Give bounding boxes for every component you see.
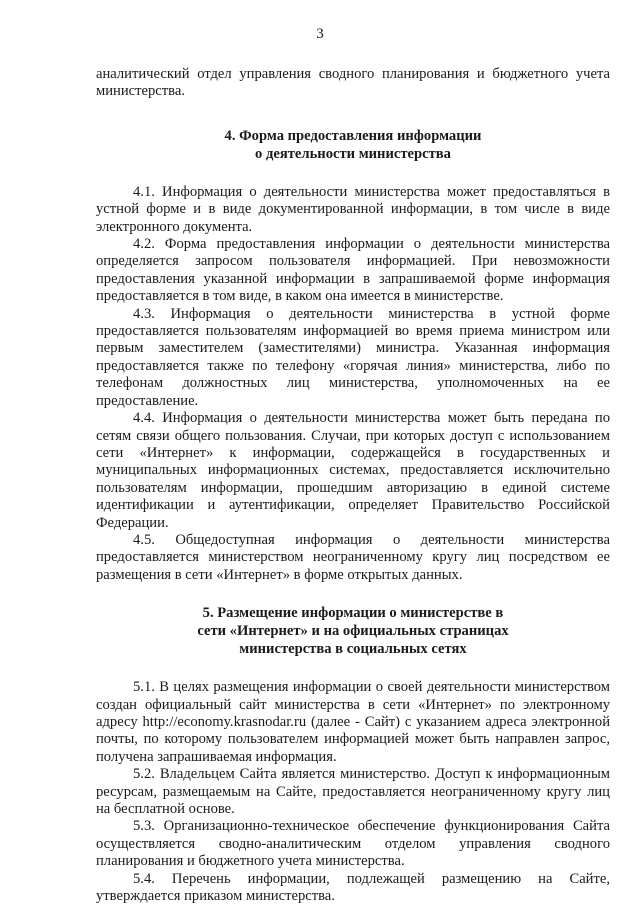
section-5-title-line-3: министерства в социальных сетях (239, 641, 467, 658)
paragraph-5-1: 5.1. В целях размещения информации о своей деятельности министерством создан официальный сайт министерства в сети «Интернет» по электронному адресу http://economy.krasnodar.ru (далее - Сайт) с указанием адреса электронной почты, по которому пользователем информацией может быть направлен запрос, получена запрашиваемая информация. (96, 679, 610, 765)
section-5-title-line-2: сети «Интернет» и на официальных страницах (197, 623, 509, 640)
paragraph-4-1: 4.1. Информация о деятельности министерства может предоставляться в устной форме и в виде документированной информации, в том числе в виде электронного документа. (96, 183, 610, 235)
paragraph-4-4: 4.4. Информация о деятельности министерства может быть передана по сетям связи общего пользования. Случаи, при которых доступ с использованием сети «Интернет» к информации, содержащейся в государственных и муниципальных информационных системах, предоставляется исключительно пользователям информации, прошедшим авторизацию в единой системе идентификации и аутентификации, определяет Правительство Российской Федерации. (96, 410, 610, 531)
page-number: 3 (316, 26, 324, 42)
section-5-title-line-1: 5. Размещение информации о министерстве в (202, 605, 504, 622)
paragraph-4-5: 4.5. Общедоступная информация о деятельности министерства предоставляется министерством неограниченному кругу лиц посредством ее размещения в сети «Интернет» в форме открытых данных. (96, 531, 610, 583)
paragraph-4-3: 4.3. Информация о деятельности министерства в устной форме предоставляется пользователям информацией во время приема министром или первым заместителем (заместителями) министра. Указанная информация предоставляется также по телефону «горячая линия» министерства, либо по телефонам должностных лиц министерства, уполномоченных на ее предоставление. (96, 305, 610, 409)
section-4-heading (96, 127, 610, 163)
paragraph-5-4: 5.4. Перечень информации, подлежащей размещению на Сайте, утверждается приказом министерства. (96, 870, 610, 905)
section-4-title-line-2: о деятельности министерства (255, 145, 451, 162)
paragraph-5-3: 5.3. Организационно-техническое обеспечение функционирования Сайта осуществляется сводно-аналитическим отделом управления сводного планирования и бюджетного учета министерства. (96, 818, 610, 870)
intro-paragraph: аналитический отдел управления сводного планирования и бюджетного учета министерства. (96, 66, 610, 100)
section-5-heading (96, 604, 610, 658)
paragraph-4-2: 4.2. Форма предоставления информации о деятельности министерства определяется запросом пользователя информацией. При невозможности предоставления указанной информации в запрашиваемой форме информация предоставляется в том виде, в каком она имеется в министерстве. (96, 236, 610, 305)
document-body (96, 66, 610, 905)
paragraph-5-2: 5.2. Владельцем Сайта является министерство. Доступ к информационным ресурсам, размещаемым на Сайте, предоставляется неограниченному кругу лиц на бесплатной основе. (96, 766, 610, 817)
section-4-title-line-1: 4. Форма предоставления информации (224, 127, 482, 144)
